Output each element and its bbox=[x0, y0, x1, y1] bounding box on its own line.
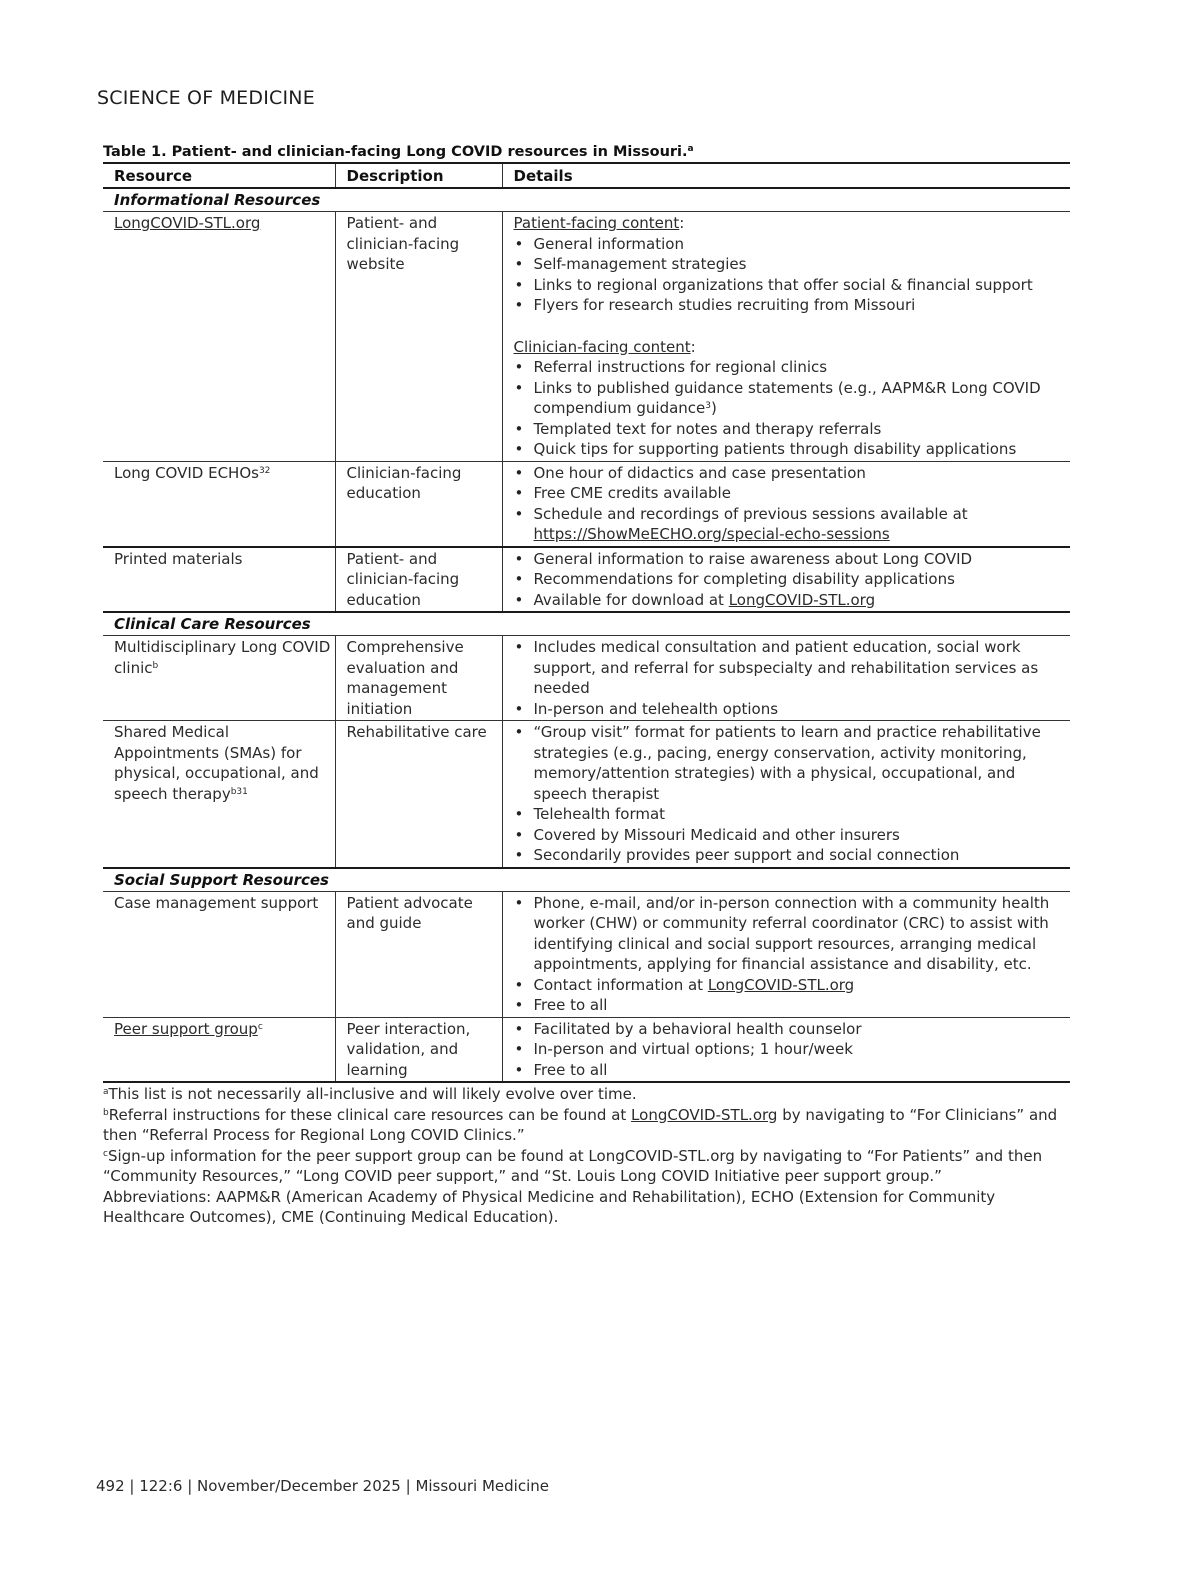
peer-support-link[interactable]: Peer support group bbox=[114, 1019, 258, 1038]
resources-table bbox=[103, 162, 1070, 1083]
section-header: SCIENCE OF MEDICINE bbox=[97, 87, 315, 109]
details-list bbox=[514, 463, 1071, 545]
page-footer: 492 | 122:6 | November/December 2025 | Missouri Medicine bbox=[96, 1477, 549, 1495]
download-link[interactable]: LongCOVID-STL.org bbox=[728, 590, 876, 609]
clinician-content-label: Clinician-facing content bbox=[513, 337, 691, 356]
table-title-sup: a bbox=[687, 144, 694, 154]
footnote-text: Referral instructions for these clinical care resources can be found at bbox=[108, 1105, 627, 1124]
list-item: • Flyers for research studies recruiting from Missouri bbox=[534, 295, 1071, 316]
details-cell bbox=[502, 212, 1070, 462]
table-row bbox=[103, 547, 1070, 613]
details-cell bbox=[502, 547, 1070, 613]
list-item: • In-person and virtual options; 1 hour/week bbox=[534, 1039, 1071, 1060]
contact-link[interactable]: LongCOVID-STL.org bbox=[707, 975, 855, 994]
table-title-text: Table 1. Patient- and clinician-facing Long COVID resources in Missouri. bbox=[103, 144, 688, 160]
list-item-text: Available for download at bbox=[533, 590, 724, 609]
list-item: • Covered by Missouri Medicaid and other insurers bbox=[534, 825, 1071, 846]
list-item: • Secondarily provides peer support and social connection bbox=[534, 845, 1071, 866]
abbreviations: Abbreviations: AAPM&R (American Academy of Physical Medicine and Rehabilitation), ECHO (Extension for Community Healthcare Outcomes), CME (Continuing Medical Education). bbox=[103, 1187, 996, 1226]
group-row-social bbox=[103, 868, 1070, 892]
details-list bbox=[514, 722, 1071, 866]
list-item-text: Schedule and recordings of previous sessions available at bbox=[533, 504, 968, 523]
list-item: • Includes medical consultation and patient education, social work support, and referral for subspecialty and rehabilitation services as needed bbox=[534, 637, 1071, 699]
footnote-sup: c bbox=[103, 1148, 108, 1159]
resource-cell bbox=[103, 461, 335, 547]
list-item-end: ) bbox=[711, 399, 717, 417]
resource-cell bbox=[103, 212, 335, 462]
list-item-text: Contact information at bbox=[533, 975, 704, 994]
details-cell bbox=[502, 461, 1070, 547]
details-cell bbox=[502, 636, 1070, 721]
header-details: Details bbox=[502, 163, 1070, 188]
list-item: • “Group visit” format for patients to learn and practice rehabilitative strategies (e.g., pacing, energy conservation, activity monitoring, memory/attention strategies) with a physical, occupational, and speech therapist bbox=[534, 722, 1071, 804]
citation-sup: b bbox=[152, 660, 159, 671]
list-item: • Recommendations for completing disability applications bbox=[534, 569, 1071, 590]
details-list bbox=[514, 637, 1071, 719]
table-container bbox=[103, 144, 1070, 1228]
footnote-text: by navigating to “For Clinicians” and then “Referral Process for Regional Long COVID Clinics.” bbox=[103, 1105, 1058, 1144]
group-label-informational: Informational Resources bbox=[114, 191, 321, 209]
list-item: • Links to regional organizations that offer social & financial support bbox=[534, 275, 1071, 296]
footnote-sup: a bbox=[103, 1087, 109, 1097]
details-cell bbox=[502, 721, 1070, 868]
description-cell: Patient- and clinician-facing education bbox=[335, 547, 502, 613]
table-row bbox=[103, 212, 1070, 462]
table-row bbox=[103, 636, 1070, 721]
group-row-informational bbox=[103, 188, 1070, 212]
table-row bbox=[103, 1017, 1070, 1082]
resource-text: Shared Medical Appointments (SMAs) for physical, occupational, and speech therapy bbox=[114, 723, 319, 803]
description-cell: Patient- and clinician-facing website bbox=[335, 212, 502, 462]
footnote-text: Sign-up information for the peer support group can be found at LongCOVID-STL.org by navigating to “For Patients” and then “Community Resources,” “Long COVID peer support,” and “St. Louis Long COVID Initiative peer support group.” bbox=[103, 1146, 1043, 1185]
description-cell: Rehabilitative care bbox=[335, 721, 502, 868]
footnote-b bbox=[103, 1105, 1070, 1146]
description-cell: Peer interaction, validation, and learning bbox=[335, 1017, 502, 1082]
list-item bbox=[534, 378, 1071, 419]
table-row bbox=[103, 461, 1070, 547]
citation-sup: 3 bbox=[705, 401, 711, 411]
footnote-sup: b bbox=[103, 1107, 109, 1118]
details-list bbox=[514, 1019, 1071, 1081]
resource-text: Multidisciplinary Long COVID clinic bbox=[114, 638, 331, 677]
list-item: • General information bbox=[534, 234, 1071, 255]
resource-cell bbox=[103, 721, 335, 868]
list-item: • Quick tips for supporting patients through disability applications bbox=[534, 439, 1071, 460]
footnote-text: This list is not necessarily all-inclusive and will likely evolve over time. bbox=[108, 1085, 637, 1103]
list-item: • Telehealth format bbox=[534, 804, 1071, 825]
description-cell: Patient advocate and guide bbox=[335, 891, 502, 1017]
patient-content-label: Patient-facing content bbox=[513, 214, 680, 232]
details-list bbox=[514, 549, 1071, 611]
citation-sup: c bbox=[257, 1021, 263, 1032]
header-resource: Resource bbox=[103, 163, 335, 188]
list-item: • Templated text for notes and therapy referrals bbox=[534, 419, 1071, 440]
table-row bbox=[103, 891, 1070, 1017]
table-footnotes bbox=[103, 1084, 1070, 1228]
resource-cell bbox=[103, 1017, 335, 1082]
details-cell bbox=[502, 1017, 1070, 1082]
list-item: • General information to raise awareness about Long COVID bbox=[534, 549, 1071, 570]
patient-content-list bbox=[514, 234, 1071, 316]
list-item bbox=[534, 504, 1071, 545]
details-list bbox=[514, 893, 1071, 1016]
header-description: Description bbox=[335, 163, 502, 188]
list-item: • Free CME credits available bbox=[534, 483, 1071, 504]
clinician-content-list bbox=[514, 357, 1071, 460]
table-row bbox=[103, 721, 1070, 868]
group-label-clinical: Clinical Care Resources bbox=[103, 612, 1070, 636]
list-item: • Free to all bbox=[534, 1060, 1071, 1081]
list-item-text: Links to published guidance statements (e.g., AAPM&R Long COVID compendium guidance bbox=[533, 378, 1041, 417]
footnote-c bbox=[103, 1146, 1070, 1187]
citation-sup: b31 bbox=[230, 786, 248, 797]
echo-sessions-link[interactable]: https://ShowMeECHO.org/special-echo-sessions bbox=[533, 525, 890, 543]
list-item bbox=[534, 975, 1071, 996]
footnote-a bbox=[103, 1084, 1070, 1105]
group-label-social: Social Support Resources bbox=[103, 868, 1070, 892]
resource-cell bbox=[103, 636, 335, 721]
description-cell: Clinician-facing education bbox=[335, 461, 502, 547]
resource-cell: Case management support bbox=[103, 891, 335, 1017]
list-item bbox=[534, 590, 1071, 611]
citation-sup: 32 bbox=[258, 465, 271, 476]
resource-text: Long COVID ECHOs bbox=[114, 463, 259, 482]
description-cell: Comprehensive evaluation and management initiation bbox=[335, 636, 502, 721]
patient-content-block: Patient-facing content: • General information • Self-management strategies • Links to regional organizations that offer social & financial support • Flyers for research studies recruiting from Missouri bbox=[514, 213, 1071, 316]
resource-link[interactable]: LongCOVID-STL.org bbox=[114, 214, 261, 232]
footnote-link[interactable]: LongCOVID-STL.org bbox=[631, 1105, 778, 1124]
group-row-clinical bbox=[103, 612, 1070, 636]
list-item: • Self-management strategies bbox=[534, 254, 1071, 275]
header-row bbox=[103, 163, 1070, 188]
list-item: • Phone, e-mail, and/or in-person connection with a community health worker (CHW) or community referral coordinator (CRC) to assist with identifying clinical and social support resources, arranging medical appointments, applying for financial assistance and disability, etc. bbox=[534, 893, 1071, 975]
resource-cell: Printed materials bbox=[103, 547, 335, 613]
list-item: • One hour of didactics and case presentation bbox=[534, 463, 1071, 484]
list-item: • Facilitated by a behavioral health counselor bbox=[534, 1019, 1071, 1040]
clinician-content-block: Clinician-facing content: • Referral instructions for regional clinics • Links to published guidance statements (e.g., AAPM&R Long COVID compendium guidance$^3$) • Templated text for notes and therapy referrals • Quick tips for supporting patients through disability applications bbox=[514, 337, 1071, 460]
table-title bbox=[103, 144, 1070, 160]
list-item: • Free to all bbox=[534, 995, 1071, 1016]
list-item: • Referral instructions for regional clinics bbox=[534, 357, 1071, 378]
details-cell bbox=[502, 891, 1070, 1017]
list-item: • In-person and telehealth options bbox=[534, 699, 1071, 720]
